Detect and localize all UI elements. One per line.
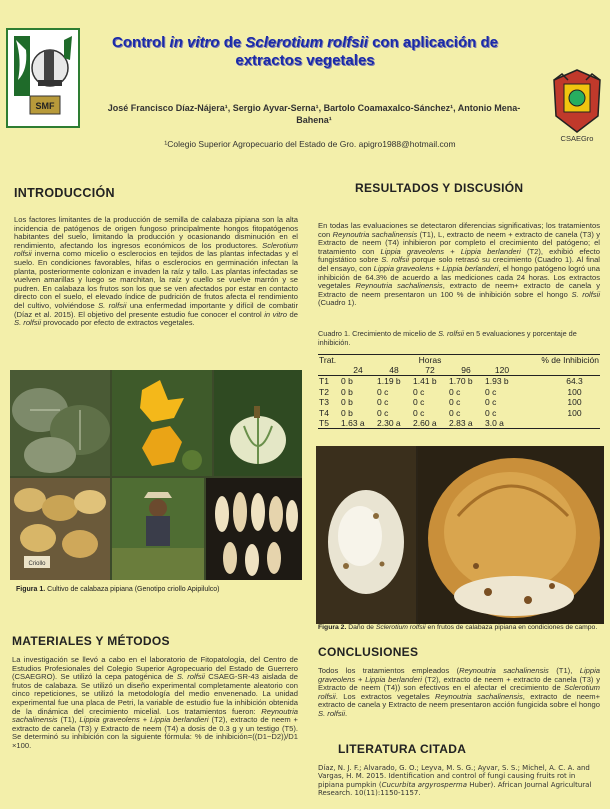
hour-cell: 120	[484, 365, 520, 376]
value-cell: 2.30 a	[376, 418, 412, 429]
hour-cell: 24	[340, 365, 376, 376]
photo-pumpkin-leaves	[10, 370, 110, 476]
value-cell: 1.41 b	[413, 376, 437, 387]
value-cell: 0 c	[449, 397, 461, 408]
literatura-reference: Díaz, N. J. F.; Alvarado, G. O.; Leyva, M. S. G.; Ayvar, S. S.; Michel, A. C. A. and Vargas, H. M. 2015. Identification and control of fungi causing fruits rot in pipiana pumpkin (Cucurbita argyrosperma Huber). African Journal Agricultural Research. 10(11):1150-1157.	[318, 764, 592, 797]
figura-1-caption: Figura 1. Cultivo de calabaza pipiana (Genotipo criollo Apipilulco)	[16, 586, 220, 593]
table-row	[318, 407, 600, 418]
inhibition-cell: 100	[567, 407, 582, 418]
csaegro-logo	[548, 66, 606, 142]
trat-cell: T5	[318, 418, 340, 429]
value-cell: 0 c	[485, 397, 497, 408]
inhibition-cell: 64.3	[566, 376, 583, 387]
resultados-text: En todas las evaluaciones se detectaron diferencias significativas; los tratamientos con Reynoutria sachalinensis (T1), L, extracto de neem + extracto de canela (T3) y Extracto de neem (T4) inhibieron por completo el crecimiento del patógeno; el tratamiento con Lippia graveolens + Lippia berlanderi (T2), exhibió efecto fungistático sobre S. rolfsii porque solo retrasó su crecimiento (Cuadro 1). Al final del ensayo, con Lippia graveolens + Lippia berlanderi, el hongo patógeno logró una inhibición de 64.3% de acuerdo a las mediciones cada 24 horas. Los extractos vegetales Reynoutria sachalinensis, extracto de neem+ extracto de canela y Extracto de neem presentaron un 100 % de inhibición sobre el hongo S. rolfsii (Cuadro 1).	[318, 221, 601, 308]
conclusiones-heading: CONCLUSIONES	[318, 645, 419, 659]
photo-pumpkin-pile	[10, 478, 110, 580]
value-cell: 0 c	[377, 407, 389, 418]
value-cell: 0 b	[341, 376, 353, 387]
poster-title: Control in vitro de Sclerotium rolfsii con aplicación de extractos vegetales	[112, 34, 498, 69]
value-cell: 0 c	[413, 397, 425, 408]
photo-farmer	[112, 478, 204, 580]
table-row	[318, 376, 600, 387]
table-row	[318, 386, 600, 397]
value-cell: 3.0 a	[484, 418, 520, 429]
table-row	[318, 397, 600, 408]
trat-cell: T3	[319, 397, 329, 408]
col-header-horas: Horas	[340, 355, 520, 366]
value-cell: 0 b	[341, 407, 353, 418]
value-cell: 1.93 b	[485, 376, 509, 387]
inhibition-cell: 100	[567, 386, 582, 397]
value-cell: 2.83 a	[448, 418, 484, 429]
introduccion-text: Los factores limitantes de la producción de semilla de calabaza pipiana son la alta incidencia de patógenos de origen fungoso principalmente hongos fitopatógenos habitantes del suelo, limitando la producción y ocasionando disminución en el rendimiento, afectando los ingresos económicos de los productores. Sclerotium rolfsii inverna como micelio o esclerocios en tejidos de las plantas infectadas y el suelo. En condiciones favorables, hifas o esclerocios en germinación infectan la planta, posteriormente colonizan e invaden la raíz y tallo. Las plantas infectadas se vuelven amarillas y luego se marchitan, la raíz y cuello se vuelve marrón y se pudren. En calabaza los frutos son los que se ven afectados por estar en contacto directo con el suelo, el elevado índice de pudrición de frutos afecta el rendimiento del cultivo, volviéndose S. rolfsii una enfermedad importante y difícil de combatir (Díaz et al. 2015). El objetivo del presente estudio fue conocer el control in vitro de S. rolfsii provocado por efecto de extractos vegetales.	[14, 215, 299, 328]
conclusiones-text: Todos los tratamientos empleados (Reynoutria sachalinensis (T1), Lippia graveolens + Lippia berlanderi (T2), extracto de neem + extracto de canela (T3) y Extracto de neem (T4)) son efectivos en el afectar el crecimiento de Sclerotium rolfsii. Los extractos vegetales Reynoutria sachalinensis, extracto de neem+ extracto de canela y Extracto de neem presentaron acción fungicida sobre el hongo S. rolfsii.	[318, 666, 601, 718]
inhibition-cell	[520, 418, 600, 429]
hour-cell: 96	[448, 365, 484, 376]
sack-label: Criollo	[28, 561, 46, 567]
authors: José Francisco Díaz-Nájera¹, Sergio Ayvar-Serna¹, Bartolo Coamaxalco-Sánchez¹, Antonio Mena-Bahena¹	[107, 103, 521, 125]
literatura-heading: LITERATURA CITADA	[338, 742, 467, 756]
col-header-inhibicion: % de Inhibición	[520, 355, 600, 366]
csaegro-logo-label: CSAEGro	[560, 134, 594, 143]
materiales-text: La investigación se llevó a cabo en el laboratorio de Fitopatología, del Centro de Estudios Profesionales del Colegio Superior Agropecuario del Estado de Guerrero (CSAEGRO). Se utilizó la cepa patogénica de S. rolfsii CSAEG-SR-43 aislada de frutos de calabaza. Se utilizó un diseño experimental completamente aleatorio con cinco repeticiones, se utilizó la metodología del medio envenenado. La unidad experimental fue una placa de Petri, la variable de estudio fue la inhibición obtenida de la dinámica del crecimiento micelial. Los tratamientos fueron: Reynoutria sachalinensis (T1), Lippia graveolens + Lippia berlandieri (T2), extracto de neem + extracto de canela (T3) y Extracto de neem (T4) a dosis de 0.3 g y un testigo (T5). Se determinó su inhibición con la siguiente fórmula: % de inhibición=((D1−D2))/D1 ×100.	[12, 655, 298, 750]
inhibition-cell: 100	[567, 397, 582, 408]
cuadro-1-caption: Cuadro 1. Crecimiento de micelio de S. rolfsii en 5 evaluaciones y porcentaje de inhibición.	[318, 329, 577, 347]
photo-rotten-fruit-small	[316, 446, 416, 624]
col-header-trat: Trat.	[318, 355, 340, 366]
figura-1-collage	[10, 370, 302, 580]
hour-cell: 48	[376, 365, 412, 376]
trat-cell: T2	[319, 386, 329, 397]
hour-cell: 72	[412, 365, 448, 376]
value-cell: 0 c	[413, 386, 425, 397]
value-cell: 1.70 b	[449, 376, 473, 387]
value-cell: 0 c	[413, 407, 425, 418]
photo-pumpkin-flowers	[112, 370, 212, 476]
trat-cell: T1	[319, 376, 329, 387]
trat-cell: T4	[319, 407, 329, 418]
value-cell: 0 b	[341, 386, 353, 397]
figura-2-photos	[316, 446, 604, 624]
value-cell: 0 c	[377, 386, 389, 397]
value-cell: 0 c	[449, 407, 461, 418]
photo-rotten-fruit-large	[418, 446, 604, 624]
smf-logo	[6, 28, 80, 128]
smf-logo-text: SMF	[35, 101, 55, 111]
photo-seeds	[206, 478, 302, 580]
value-cell: 0 c	[485, 386, 497, 397]
value-cell: 0 c	[485, 407, 497, 418]
value-cell: 2.60 a	[412, 418, 448, 429]
affiliation: ¹Colegio Superior Agropecuario del Estado de Gro. apigro1988@hotmail.com	[164, 139, 456, 149]
resultados-heading: RESULTADOS Y DISCUSIÓN	[355, 181, 524, 195]
figura-2-caption: Figura 2. Daño de Sclerotium rolfsii en frutos de calabaza pipiana en condiciones de campo.	[318, 624, 598, 631]
cuadro-1-table	[318, 354, 600, 429]
value-cell: 0 c	[377, 397, 389, 408]
value-cell: 1.19 b	[377, 376, 401, 387]
value-cell: 0 b	[341, 397, 353, 408]
materiales-heading: MATERIALES Y MÉTODOS	[12, 634, 170, 648]
table-row	[318, 418, 600, 429]
value-cell: 1.63 a	[340, 418, 376, 429]
photo-pumpkin-fruit	[214, 370, 302, 476]
introduccion-heading: INTRODUCCIÓN	[14, 186, 115, 200]
value-cell: 0 c	[449, 386, 461, 397]
